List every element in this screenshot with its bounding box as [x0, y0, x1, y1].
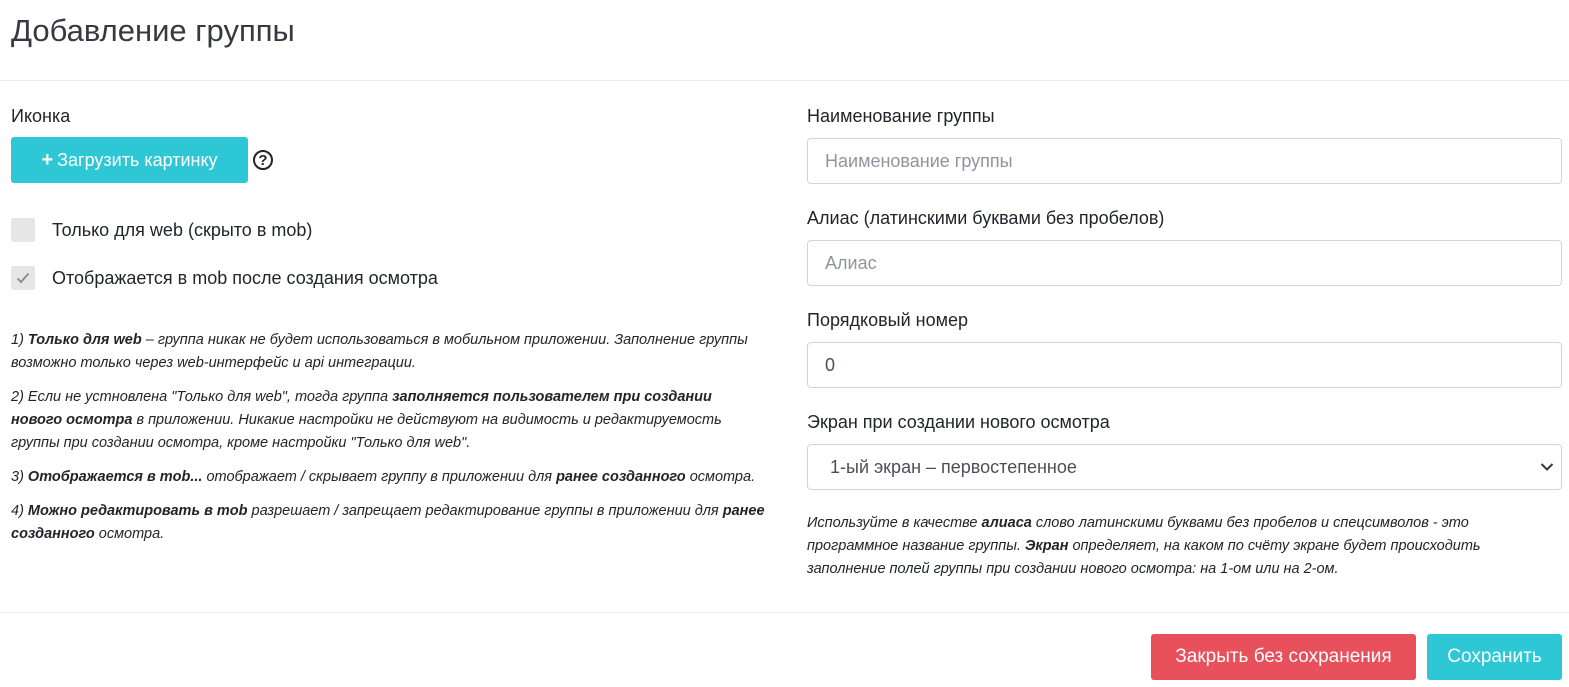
note-item — [11, 386, 766, 455]
note-text: осмотра. — [94, 526, 165, 542]
hint-text: слово латинскими буквами без пробелов и спецсимволов - это программное название группы. — [807, 515, 1469, 554]
upload-row — [11, 137, 766, 183]
hint-bold: Экран — [1025, 538, 1069, 554]
alias-input[interactable] — [807, 240, 1562, 286]
icon-label: Иконка — [11, 106, 71, 126]
note-bold: ранее созданного — [11, 503, 765, 542]
note-text: отображает / скрывает группу в приложении для — [202, 469, 557, 485]
screen-field-group — [807, 410, 1562, 490]
show-mob-checkbox[interactable] — [11, 266, 35, 290]
page-title: Добавление группы — [11, 13, 295, 48]
web-only-checkbox[interactable] — [11, 218, 35, 242]
order-number-label: Порядковый номер — [807, 310, 968, 330]
note-text: разрешает / запрещает редактирование группы в приложении для — [247, 503, 723, 519]
save-button[interactable]: Сохранить — [1427, 634, 1562, 680]
alias-label: Алиас (латинскими буквами без пробелов) — [807, 208, 1165, 228]
note-item — [11, 466, 766, 489]
modal-header — [0, 0, 1569, 81]
screen-selected-value: 1-ый экран – первостепенное — [830, 456, 1077, 477]
close-without-saving-button[interactable]: Закрыть без сохранения — [1151, 634, 1416, 680]
group-name-label: Наименование группы — [807, 106, 995, 126]
note-text: осмотра. — [685, 469, 756, 485]
right-column — [807, 104, 1562, 581]
help-icon[interactable]: ? — [253, 150, 273, 170]
note-bold: Отображается в mob... — [27, 469, 203, 485]
show-mob-label: Отображается в mob после создания осмотра — [52, 267, 438, 288]
note-bold: Только для web — [27, 332, 142, 348]
screen-label: Экран при создании нового осмотра — [807, 412, 1110, 432]
note-bold: заполняется пользователем при создании нового осмотра — [11, 389, 712, 428]
order-field-group — [807, 308, 1562, 388]
screen-select[interactable] — [807, 444, 1562, 490]
note-text: в приложении. Никакие настройки не действуют на видимость и редактируемость группы при создании осмотра, кроме настройки "Только для web". — [11, 412, 722, 451]
notes-block — [11, 329, 766, 546]
hint-text: Используйте в качестве — [807, 515, 982, 531]
note-text: 1) — [11, 332, 28, 348]
chevron-down-icon — [1537, 457, 1557, 477]
upload-image-label: Загрузить картинку — [57, 149, 218, 170]
show-mob-row — [11, 265, 766, 291]
web-only-row — [11, 217, 766, 243]
note-text: 4) — [11, 503, 28, 519]
hint-text: определяет, на каком по счёту экране будет происходить заполнение полей группы при создании нового осмотра: на 1-ом или на 2-ом. — [807, 538, 1481, 577]
order-number-input[interactable] — [807, 342, 1562, 388]
web-only-label: Только для web (скрыто в mob) — [52, 219, 313, 240]
alias-screen-hint — [807, 512, 1562, 581]
note-item — [11, 500, 766, 546]
note-text: 3) — [11, 469, 28, 485]
alias-field-group — [807, 206, 1562, 286]
name-field-group — [807, 104, 1562, 184]
plus-icon: + — [41, 149, 54, 171]
note-text: – группа никак не будет использоваться в мобильном приложении. Заполнение группы возможно только через web-интерфейс и api интеграции. — [11, 332, 748, 371]
note-bold: ранее созданного — [556, 469, 686, 485]
modal-footer — [0, 612, 1569, 687]
checkmark-icon — [16, 272, 30, 284]
upload-image-button[interactable] — [11, 137, 248, 183]
left-column — [11, 104, 766, 557]
note-bold: Можно редактировать в mob — [27, 503, 248, 519]
note-item — [11, 329, 766, 375]
note-text: 2) Если не устновлена "Только для web", тогда группа — [11, 389, 393, 405]
group-name-input[interactable] — [807, 138, 1562, 184]
hint-bold: алиаса — [981, 515, 1032, 531]
